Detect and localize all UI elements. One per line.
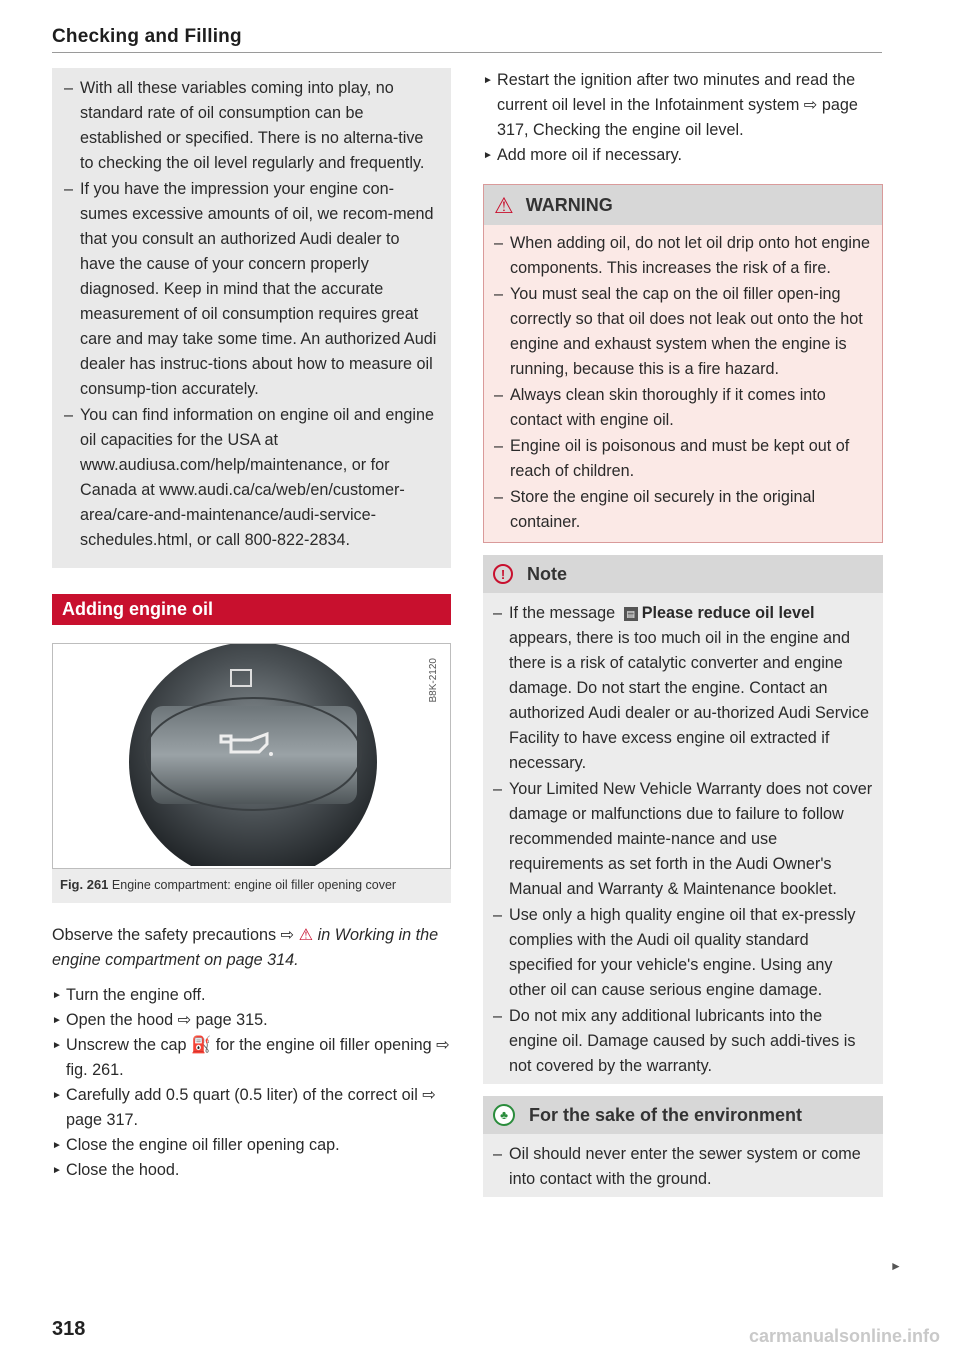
step-item: ► Close the hood.: [52, 1158, 451, 1183]
note-text: appears, there is too much oil in the engine and there is a risk of catalytic converter and engine damage. Do not start the engine. Contact an authorized Audi dealer or au-thorized Audi Service Facility to have excess engine oil extracted if necessary.: [509, 629, 869, 772]
warning-box: [483, 184, 883, 543]
warning-header: [484, 185, 882, 225]
page-header: [52, 26, 882, 53]
list-item: – Store the engine oil securely in the original container.: [492, 485, 872, 535]
warning-triangle-icon: ⚠: [494, 192, 514, 218]
warning-list: [492, 231, 872, 535]
watermark: carmanualsonline.info: [748, 1326, 940, 1346]
environment-title: For the sake of the environment: [529, 1104, 803, 1125]
environment-header: [483, 1096, 883, 1134]
step-item: ► Carefully add 0.5 quart (0.5 liter) of the correct oil ⇨ page 317.: [52, 1083, 451, 1133]
list-item: – Use only a high quality engine oil that ex-pressly complies with the Audi oil quality standard specified for your vehicle's engine. Using any other oil can cause serious engine damage.: [491, 903, 873, 1003]
message-text: Please reduce oil level: [641, 604, 815, 622]
list-item: – You can find information on engine oil and engine oil capacities for the USA at www.audiusa.com/help/maintenance, or for Canada at www.audi.ca/ca/web/en/customer-area/care-and-maintenance/audi-service-schedules.html, or call 800-822-2834.: [62, 403, 437, 553]
note-title: Note: [527, 563, 567, 584]
step-item: ► Close the engine oil filler opening cap.: [52, 1133, 451, 1158]
step-item: ► Open the hood ⇨ page 315.: [52, 1008, 451, 1033]
list-item: – Always clean skin thoroughly if it comes into contact with engine oil.: [492, 383, 872, 433]
continue-arrow-icon: ►: [890, 1259, 902, 1273]
oil-level-message-icon: ▤: [624, 607, 638, 621]
warning-body: [484, 225, 882, 542]
list-item: – Oil should never enter the sewer system or come into contact with the ground.: [491, 1142, 873, 1192]
list-item: – You must seal the cap on the oil filler open-ing correctly so that oil does not leak out onto the hot engine and exhaust system when the engine is running, because this is a fire hazard.: [492, 282, 872, 382]
safety-intro: [52, 923, 451, 973]
continued-steps: [483, 68, 883, 168]
note-text: If the message: [509, 604, 616, 622]
step-item: ► Turn the engine off.: [52, 983, 451, 1008]
header-title: Checking and Filling: [52, 26, 242, 47]
left-column: [52, 68, 451, 1183]
list-item: – Your Limited New Vehicle Warranty does not cover damage or malfunctions due to failure to follow recommended mainte-nance and use requirements as set forth in the Audi Owner's Manual and Warranty & Maintenance booklet.: [491, 777, 873, 902]
step-item: ► Restart the ignition after two minutes and read the current oil level in the Infotainment system ⇨ page 317, Checking the engine oil level.: [483, 68, 883, 143]
right-column: [483, 68, 883, 1197]
step-item: ► Unscrew the cap ⛽ for the engine oil filler opening ⇨ fig. 261.: [52, 1033, 451, 1083]
figure-caption: [52, 869, 451, 895]
warning-icon: ⚠: [298, 926, 314, 944]
intro-reference: in Working in the engine compartment on page 314.: [52, 926, 439, 969]
warning-title: WARNING: [525, 194, 613, 215]
figure-label: Fig. 261: [60, 877, 109, 892]
leaf-icon: ♣: [493, 1104, 515, 1126]
list-item: – With all these variables coming into play, no standard rate of oil consumption can be established or specified. There is no alterna-tive to checking the oil level regularly and frequently.: [62, 76, 437, 176]
page-number: 318: [52, 1318, 86, 1340]
oil-cap-drawing: [53, 644, 450, 866]
list-item: – If you have the impression your engine con-sumes excessive amounts of oil, we recom-mend that you consult an authorized Audi dealer to have the cause of your concern properly diagnosed. Keep in mind that the accurate measurement of oil consumption requires great care and may take some time. An authorized Audi dealer has instruc-tions about how to measure oil consump-tion accurately.: [62, 177, 437, 402]
info-list: [62, 76, 437, 553]
oil-filler-cap-illustration: [52, 643, 451, 869]
section-heading: Adding engine oil: [52, 594, 451, 625]
info-box: [52, 68, 451, 568]
step-item: ► Add more oil if necessary.: [483, 143, 883, 168]
environment-body: [483, 1134, 883, 1197]
step-list: [52, 983, 451, 1183]
note-header: [483, 555, 883, 593]
intro-text: Observe the safety precautions ⇨: [52, 926, 299, 944]
list-item: – Engine oil is poisonous and must be kept out of reach of children.: [492, 434, 872, 484]
figure-caption-text: Engine compartment: engine oil filler opening cover: [111, 878, 397, 892]
note-body: [483, 593, 883, 1084]
instructions: [52, 923, 451, 1183]
environment-list: [491, 1142, 873, 1192]
figure: [52, 643, 451, 903]
list-item: – Do not mix any additional lubricants into the engine oil. Damage caused by such addi-tives is not covered by the warranty.: [491, 1004, 873, 1079]
exclamation-circle-icon: !: [493, 564, 513, 584]
list-item: – When adding oil, do not let oil drip onto hot engine components. This increases the risk of a fire.: [492, 231, 872, 281]
note-box: [483, 555, 883, 1084]
note-list: [491, 601, 873, 1079]
environment-box: [483, 1096, 883, 1197]
list-item: [491, 601, 873, 776]
figure-code: B8K-2120: [428, 658, 439, 703]
